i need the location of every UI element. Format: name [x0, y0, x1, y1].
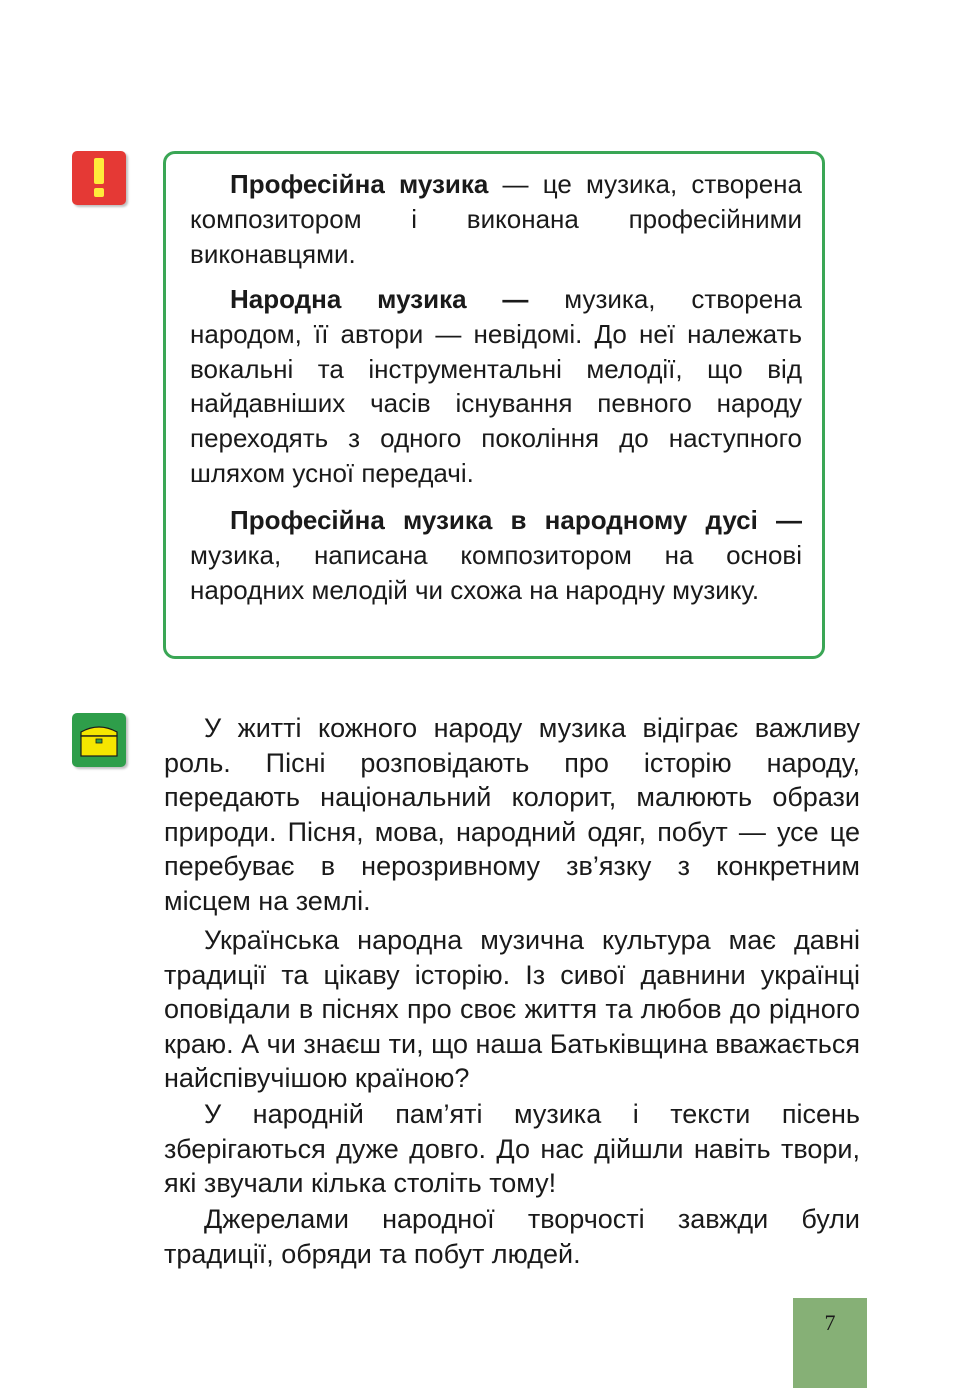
definition-text: — це музика, створена композитором і виконана професійними виконавцями. [190, 169, 802, 269]
definition-term: Професійна музика [230, 169, 489, 199]
page-number-tab [793, 1298, 867, 1388]
exclamation-icon [72, 151, 126, 205]
page-number: 7 [824, 1310, 836, 1335]
body-paragraph: Джерелами народної творчості завжди були традиції, обряди та побут людей. [164, 1204, 860, 1269]
definitions-box [163, 151, 825, 659]
body-paragraph: У народній пам’яті музика і тексти пісень зберігаються дуже довго. До нас дійшли навіть твори, які звучали кілька століть тому! [164, 1099, 860, 1199]
definition-professional-music [190, 167, 802, 271]
exclamation-dot [94, 188, 104, 197]
definition-text: музика, написана композитором на основі народних мелодій чи схожа на народну музику. [190, 539, 802, 605]
definition-text: музика, створена народом, її автори — невідомі. До неї належать вокальні та інструментальні мелодії, що від найдавніших часів існування певного народу переходять з одного покоління до наступного шляхом усної передачі. [190, 284, 802, 488]
treasure-chest-icon [72, 713, 126, 767]
exclamation-bar [94, 158, 104, 184]
definition-folk-style-music [190, 503, 802, 607]
definition-folk-music [190, 282, 802, 491]
definition-term: Народна музика — [230, 284, 529, 314]
body-paragraph: Українська народна музична культура має давні традиції та цікаву історію. Із сивої давнини українці оповідали в піснях про своє життя та любов до рідного краю. А чи знаєш ти, що наша Батьківщина вважається найспівучішою країною? [164, 925, 860, 1094]
body-paragraph: У житті кожного народу музика відіграє важливу роль. Пісні розповідають про історію народу, передають національний колорит, малюють образи природи. Пісня, мова, народний одяг, побут — усе це перебуває в нерозривному зв’язку з конкретним місцем на землі. [164, 713, 860, 916]
definition-term: Професійна музика в народному дусі — [230, 505, 802, 535]
